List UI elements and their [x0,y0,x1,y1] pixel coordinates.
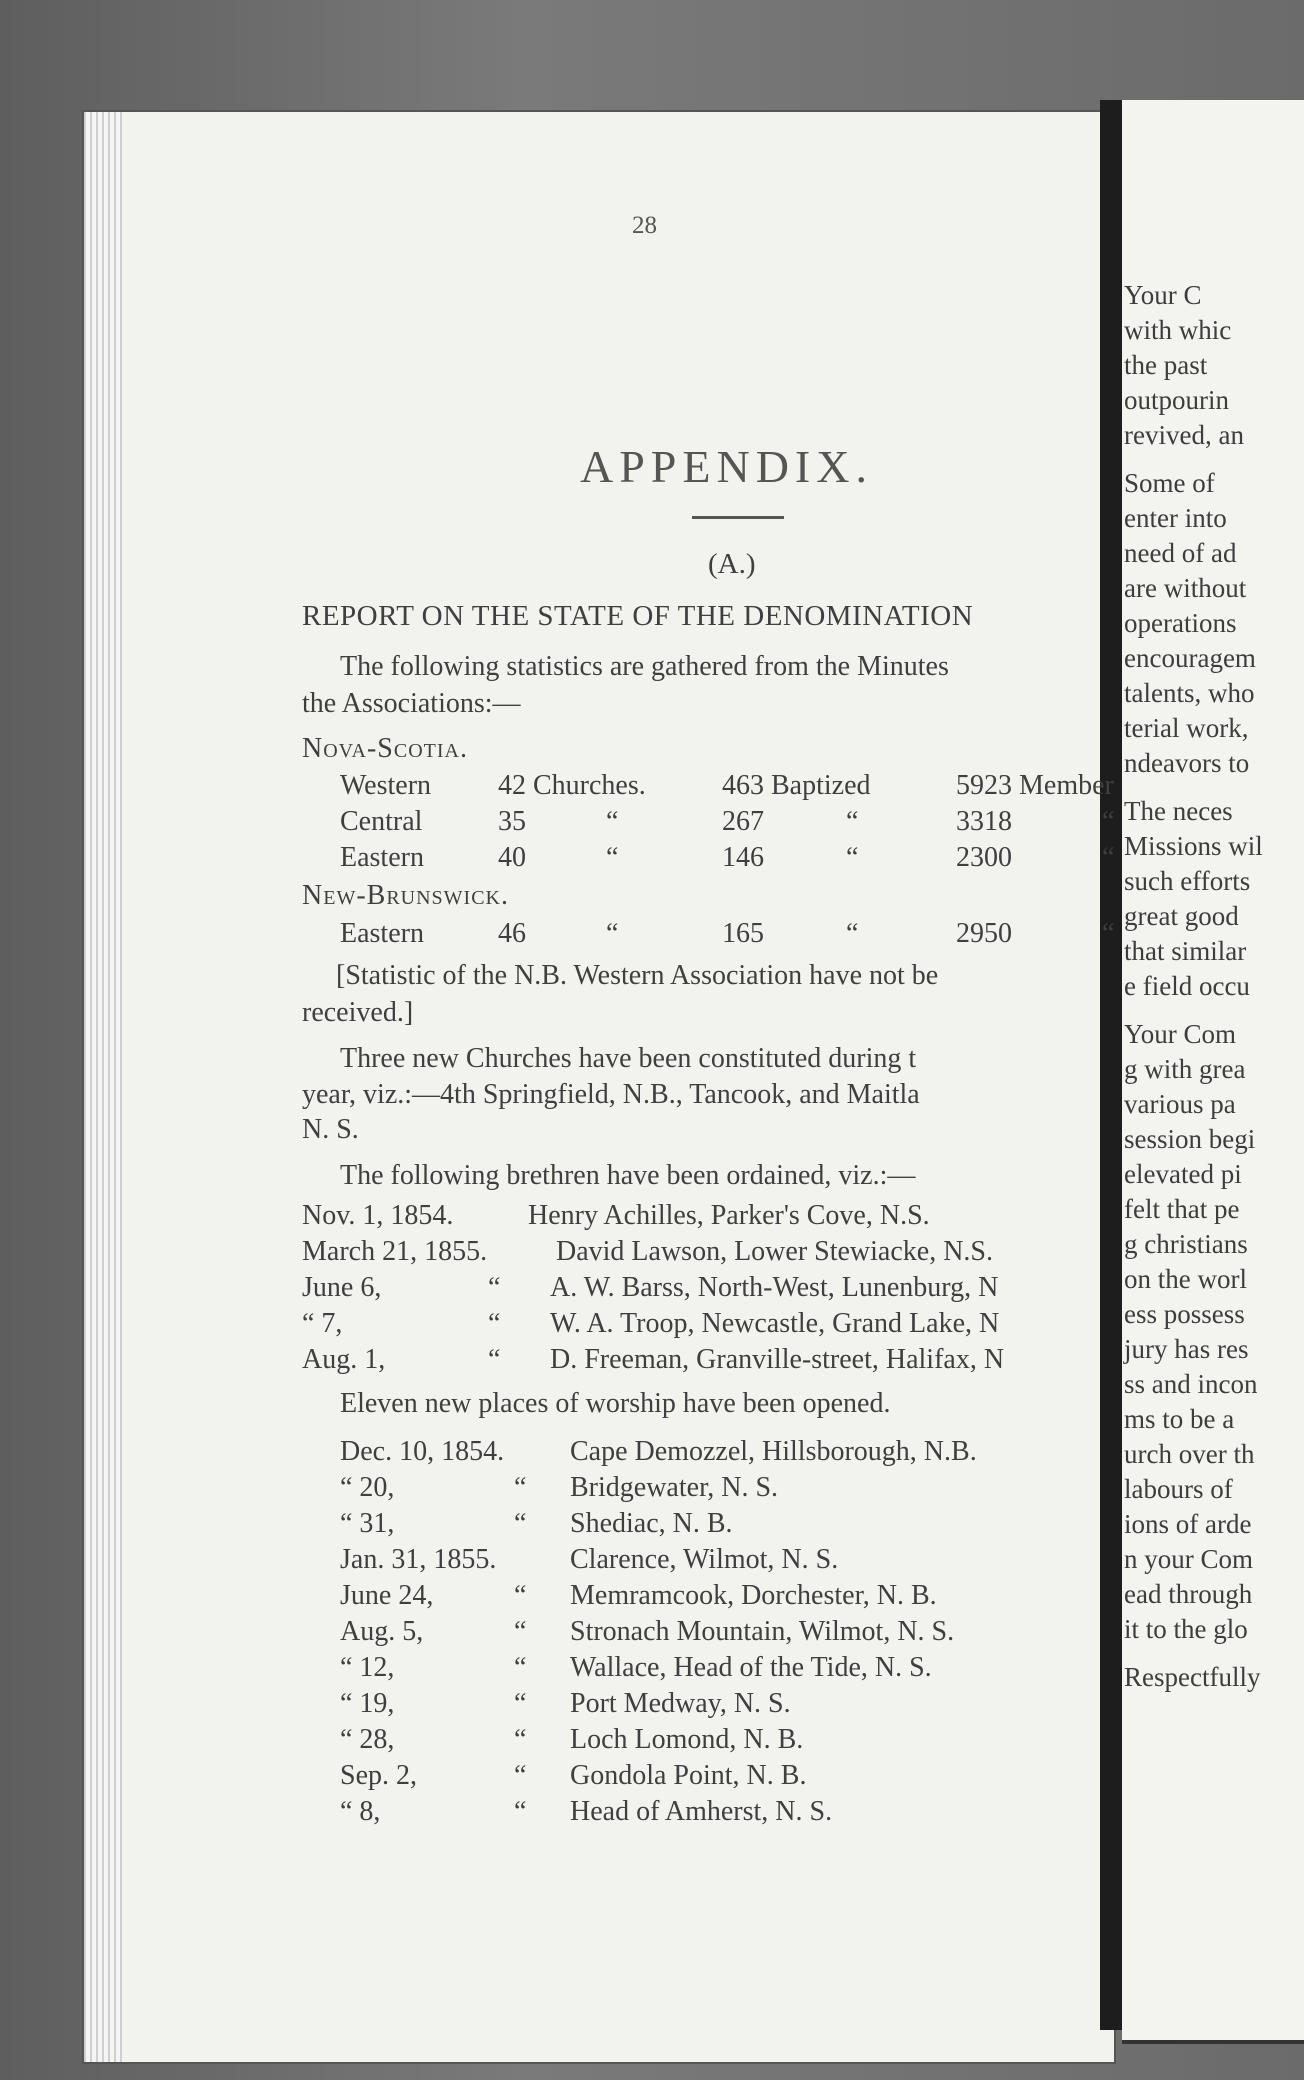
book-spine [1100,100,1122,2030]
ditto-mark: “ [514,1760,527,1791]
members-count: 2300 [956,842,1012,873]
ordination-name: W. A. Troop, Newcastle, Grand Lake, N [550,1308,1000,1339]
members-count: 5923 Member [956,770,1114,801]
right-page-line: on the worl [1124,1264,1247,1294]
churches-paragraph-line-1: Three new Churches have been constituted during t [340,1043,917,1074]
right-page-line: encouragem [1124,643,1256,673]
right-page-line: great good [1124,901,1239,931]
ordination-name: A. W. Barss, North-West, Lunenburg, N [550,1272,999,1303]
right-page-line: Your Com [1124,1019,1237,1049]
ordination-date: March 21, 1855. [302,1236,488,1267]
ditto-mark: “ [514,1724,527,1755]
right-page-line: with whic [1124,315,1232,345]
baptized-count: 165 [722,918,764,949]
ditto-mark: “ [606,806,619,837]
page-title: APPENDIX. [580,441,873,492]
right-page-line: elevated pi [1124,1159,1242,1189]
right-page-line: Respectfully [1124,1662,1261,1692]
right-page-line: talents, who [1124,678,1255,708]
intro-line-1: The following statistics are gathered from the Minutes [340,651,949,682]
place-name: Shediac, N. B. [570,1508,733,1539]
ditto-mark: “ [606,918,619,949]
members-count: 2950 [956,918,1012,949]
report-title: REPORT ON THE STATE OF THE DENOMINATION [302,600,974,632]
ditto-mark: “ [514,1580,527,1611]
right-page-line: felt that pe [1124,1194,1240,1224]
churches-paragraph-line-2: year, viz.:—4th Springfield, N.B., Tancook, and Maitla [302,1079,920,1110]
place-date: Dec. 10, 1854. [340,1436,505,1467]
place-date: “ 31, [340,1508,395,1539]
ditto-mark: “ [846,842,859,873]
right-page-line: enter into [1124,503,1227,533]
statistic-note-line-2: received.] [302,997,414,1028]
ordination-date: “ 7, [302,1308,343,1339]
right-page-line: that similar [1124,936,1247,966]
ordination-date: Aug. 1, [302,1344,386,1375]
place-name: Head of Amherst, N. S. [570,1796,833,1827]
right-page-line: e field occu [1124,971,1250,1001]
right-page-line: n your Com [1124,1544,1254,1574]
ditto-mark: “ [488,1344,501,1375]
place-date: “ 12, [340,1652,395,1683]
assoc-name: Western [340,770,432,801]
right-page [1122,100,1304,2044]
right-page-line: Some of [1124,468,1215,498]
ordination-name: Henry Achilles, Parker's Cove, N.S. [528,1200,930,1231]
ordination-name: D. Freeman, Granville-street, Halifax, N [550,1344,1005,1375]
churches-paragraph-line-3: N. S. [302,1114,359,1145]
ordination-name: David Lawson, Lower Stewiacke, N.S. [556,1236,994,1267]
title-rule [692,516,784,519]
ditto-mark: “ [1102,918,1115,949]
right-page-line: ms to be a [1124,1404,1235,1434]
place-date: “ 8, [340,1796,381,1827]
right-page-line: Missions wil [1124,831,1263,861]
right-page-line: ess possess [1124,1299,1245,1329]
members-count: 3318 [956,806,1012,837]
page-edges [84,112,124,2062]
right-page-line: ndeavors to [1124,748,1250,778]
ordination-date: Nov. 1, 1854. [302,1200,454,1231]
place-name: Cape Demozzel, Hillsborough, N.B. [570,1436,977,1467]
ordained-intro: The following brethren have been ordained, viz.:— [340,1160,916,1191]
ditto-mark: “ [606,842,619,873]
place-name: Wallace, Head of the Tide, N. S. [570,1652,932,1683]
statistic-note-line-1: [Statistic of the N.B. Western Association have not be [336,960,939,991]
assoc-name: Eastern [340,842,424,873]
ditto-mark: “ [514,1796,527,1827]
churches-count: 42 Churches. [498,770,646,801]
right-page-line: g christians [1124,1229,1248,1259]
ditto-mark: “ [488,1308,501,1339]
right-page-line: need of ad [1124,538,1237,568]
ditto-mark: “ [514,1652,527,1683]
place-name: Stronach Mountain, Wilmot, N. S. [570,1616,955,1647]
right-page-line: g with grea [1124,1054,1246,1084]
right-page-line: ead through [1124,1579,1253,1609]
place-date: “ 28, [340,1724,395,1755]
assoc-name: Central [340,806,423,837]
right-page-line: labours of [1124,1474,1233,1504]
right-page-line: jury has res [1124,1334,1249,1364]
province-heading: Nova-Scotia. [302,733,468,764]
place-name: Port Medway, N. S. [570,1688,791,1719]
section-label: (A.) [708,548,756,580]
ditto-mark: “ [846,918,859,949]
place-name: Bridgewater, N. S. [570,1472,779,1503]
churches-count: 35 [498,806,526,837]
ordination-date: June 6, [302,1272,382,1303]
place-date: “ 20, [340,1472,395,1503]
ditto-mark: “ [1102,806,1115,837]
place-date: Jan. 31, 1855. [340,1544,497,1575]
place-date: “ 19, [340,1688,395,1719]
churches-count: 46 [498,918,526,949]
ditto-mark: “ [514,1472,527,1503]
place-date: Sep. 2, [340,1760,417,1791]
baptized-count: 146 [722,842,764,873]
right-page-line: the past [1124,350,1208,380]
right-page-line: are without [1124,573,1247,603]
right-page-line: outpourin [1124,385,1229,415]
churches-count: 40 [498,842,526,873]
right-page-line: operations [1124,608,1237,638]
right-page-line: revived, an [1124,420,1244,450]
province-heading: New-Brunswick. [302,880,509,911]
assoc-name: Eastern [340,918,424,949]
right-page-line: terial work, [1124,713,1249,743]
right-page-line: such efforts [1124,866,1251,896]
baptized-count: 463 Baptized [722,770,871,801]
right-page-line: ions of arde [1124,1509,1252,1539]
intro-line-2: the Associations:— [302,688,521,719]
right-page-line: ss and incon [1124,1369,1258,1399]
right-page-line: The neces [1124,796,1233,826]
ditto-mark: “ [1102,842,1115,873]
ditto-mark: “ [514,1688,527,1719]
place-name: Memramcook, Dorchester, N. B. [570,1580,937,1611]
right-page-line: it to the glo [1124,1614,1248,1644]
ditto-mark: “ [846,806,859,837]
place-date: June 24, [340,1580,434,1611]
right-page-line: various pa [1124,1089,1236,1119]
page-number: 28 [632,212,657,239]
ditto-mark: “ [514,1508,527,1539]
right-page-line: Your C [1124,280,1202,310]
place-name: Loch Lomond, N. B. [570,1724,804,1755]
place-name: Gondola Point, N. B. [570,1760,807,1791]
place-date: Aug. 5, [340,1616,424,1647]
ditto-mark: “ [514,1616,527,1647]
baptized-count: 267 [722,806,764,837]
right-page-line: session begi [1124,1124,1256,1154]
right-page-line: urch over th [1124,1439,1255,1469]
place-name: Clarence, Wilmot, N. S. [570,1544,839,1575]
places-intro: Eleven new places of worship have been opened. [340,1388,891,1419]
ditto-mark: “ [488,1272,501,1303]
